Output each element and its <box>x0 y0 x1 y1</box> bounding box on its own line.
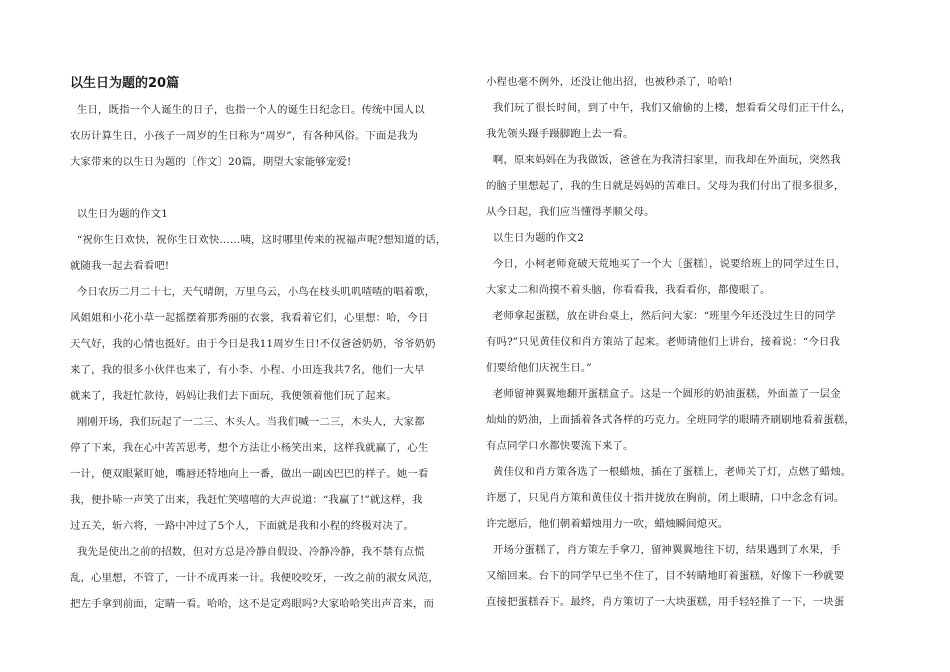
text-line: 我先是使出之前的招数，但对方总是冷静自假设、冷静冷静，我不禁有点慌 <box>70 546 425 558</box>
text-line: 刚刚开场，我们玩起了一二三、木头人。当我们喊一二三，木头人，大家都 <box>70 416 425 428</box>
text-line: 啊，原来妈妈在为我做饭，爸爸在为我清扫家里，而我却在外面玩，突然我 <box>486 154 841 166</box>
text-line: 今日，小柯老师竟破天荒地买了一个大〔蛋糕〕，说要给班上的同学过生日， <box>486 258 847 270</box>
text-line: 从今日起，我们应当懂得孝顺父母。 <box>486 206 655 218</box>
text-line: 一计，便双眼紧盯她，嘴唇还特地向上一番，做出一副凶巴巴的样子。她一看 <box>70 468 429 480</box>
text-line: 黄佳仪和肖方策各选了一根蜡烛，插在了蛋糕上，老师关了灯，点燃了蜡烛。 <box>486 466 852 478</box>
text-line: 灿灿的奶油，上面插着各式各样的巧克力。全班同学的眼睛齐刷刷地看着蛋糕， <box>486 414 855 426</box>
text-line: 我，便扑哧一声笑了出来，我赶忙笑嘻嘻的大声说道：“我赢了!”就这样，我 <box>70 494 423 506</box>
text-line: 把左手拿到前面，定睛一看。哈哈，这不是定鸡眼吗?大家哈哈笑出声音来，而 <box>70 598 435 610</box>
text-line: 的脑子里想起了，我的生日就是妈妈的苦难日。父母为我们付出了很多很多， <box>486 180 845 192</box>
text-line: 许完愿后，他们朝着蜡烛用力一吹，蜡烛瞬间熄灭。 <box>486 518 729 530</box>
section-heading: 以生日为题的作文1 <box>70 208 168 220</box>
right-column <box>486 69 876 615</box>
text-line: 老师留神翼翼地翻开蛋糕盒子。这是一个圆形的奶油蛋糕，外面盖了一层金 <box>486 388 841 400</box>
section-heading: 以生日为题的作文2 <box>486 232 584 244</box>
text-line: 小程也毫不例外，还没让他出招，也被秒杀了，哈哈! <box>486 76 733 88</box>
text-line: 停了下来，我在心中苦苦思考，想个方法让小杨笑出来，这样我就赢了，心生 <box>70 442 429 454</box>
text-line: 农历计算生日，小孩子一周岁的生日称为“周岁”，有各种风俗。下面是我为 <box>70 130 419 142</box>
text-line: 来了，我的很多小伙伴也来了，有小李、小程、小田连我共7名，他们一大早 <box>70 364 425 376</box>
document-title: 以生日为题的20篇 <box>70 76 180 91</box>
text-line: 有点同学口水都快要流下来了。 <box>486 440 634 452</box>
text-line: 大家丈二和尚摸不着头脑，你看看我，我看看你，都傻眼了。 <box>486 284 771 296</box>
text-line: 生日，既指一个人诞生的日子，也指一个人的诞生日纪念日。传统中国人以 <box>70 104 425 116</box>
text-line: 们要给他们庆祝生日。” <box>486 362 592 374</box>
text-line: 大家带来的以生日为题的〔作文〕20篇，期望大家能够宠爱! <box>70 156 352 168</box>
text-line: 就随我一起去看看吧! <box>70 260 170 272</box>
left-column <box>70 97 468 617</box>
text-line: “祝你生日欢快，祝你生日欢快……咦，这时哪里传来的祝福声呢?想知道的话， <box>70 234 447 246</box>
text-line: 我们玩了很长时间，到了中午，我们又偷偷的上楼，想看看父母们正干什么， <box>486 102 852 114</box>
text-line: 老师拿起蛋糕，放在讲台桌上，然后问大家：“班里今年还没过生日的同学 <box>486 310 836 322</box>
text-line: 过五关，斩六将，一路中冲过了5个人，下面就是我和小程的终极对决了。 <box>70 520 415 532</box>
text-line: 今日农历二月二十七，天气晴朗，万里乌云，小鸟在枝头叽叽喳喳的唱着歌， <box>70 286 436 298</box>
text-line: 直接把蛋糕吞下。最终，肖方策切了一大块蛋糕，用手轻轻推了一下，一块蛋 <box>486 596 845 608</box>
text-line: 开场分蛋糕了，肖方策左手拿刀，留神翼翼地往下切，结果遇到了水果，手 <box>486 544 841 556</box>
text-line: 我先领头蹑手蹑脚跑上去一看。 <box>486 128 634 140</box>
text-line: 乱，心里想，不管了，一计不成再来一计。我便咬咬牙，一改之前的淑女风范， <box>70 572 439 584</box>
text-line: 有吗?”只见黄佳仪和肖方策站了起来。老师请他们上讲台，接着说：“今日我 <box>486 336 840 348</box>
text-line: 许愿了，只见肖方策和黄佳仪十指并拢放在胸前，闭上眼睛，口中念念有词。 <box>486 492 845 504</box>
text-line: 就来了，我赶忙款待，妈妈让我们去下面玩，我便领着他们玩了起来。 <box>70 390 397 402</box>
blank-line <box>70 175 468 201</box>
text-line: 又缩回来。台下的同学早已坐不住了，目不转睛地盯着蛋糕，好像下一秒就要 <box>486 570 845 582</box>
text-line: 风姐姐和小花小草一起摇摆着那秀丽的衣裳，我看着它们，心里想：哈，今日 <box>70 312 429 324</box>
text-line: 天气好，我的心情也挺好。由于今日是我11周岁生日!不仅爸爸奶奶，爷爷奶奶 <box>70 338 436 350</box>
